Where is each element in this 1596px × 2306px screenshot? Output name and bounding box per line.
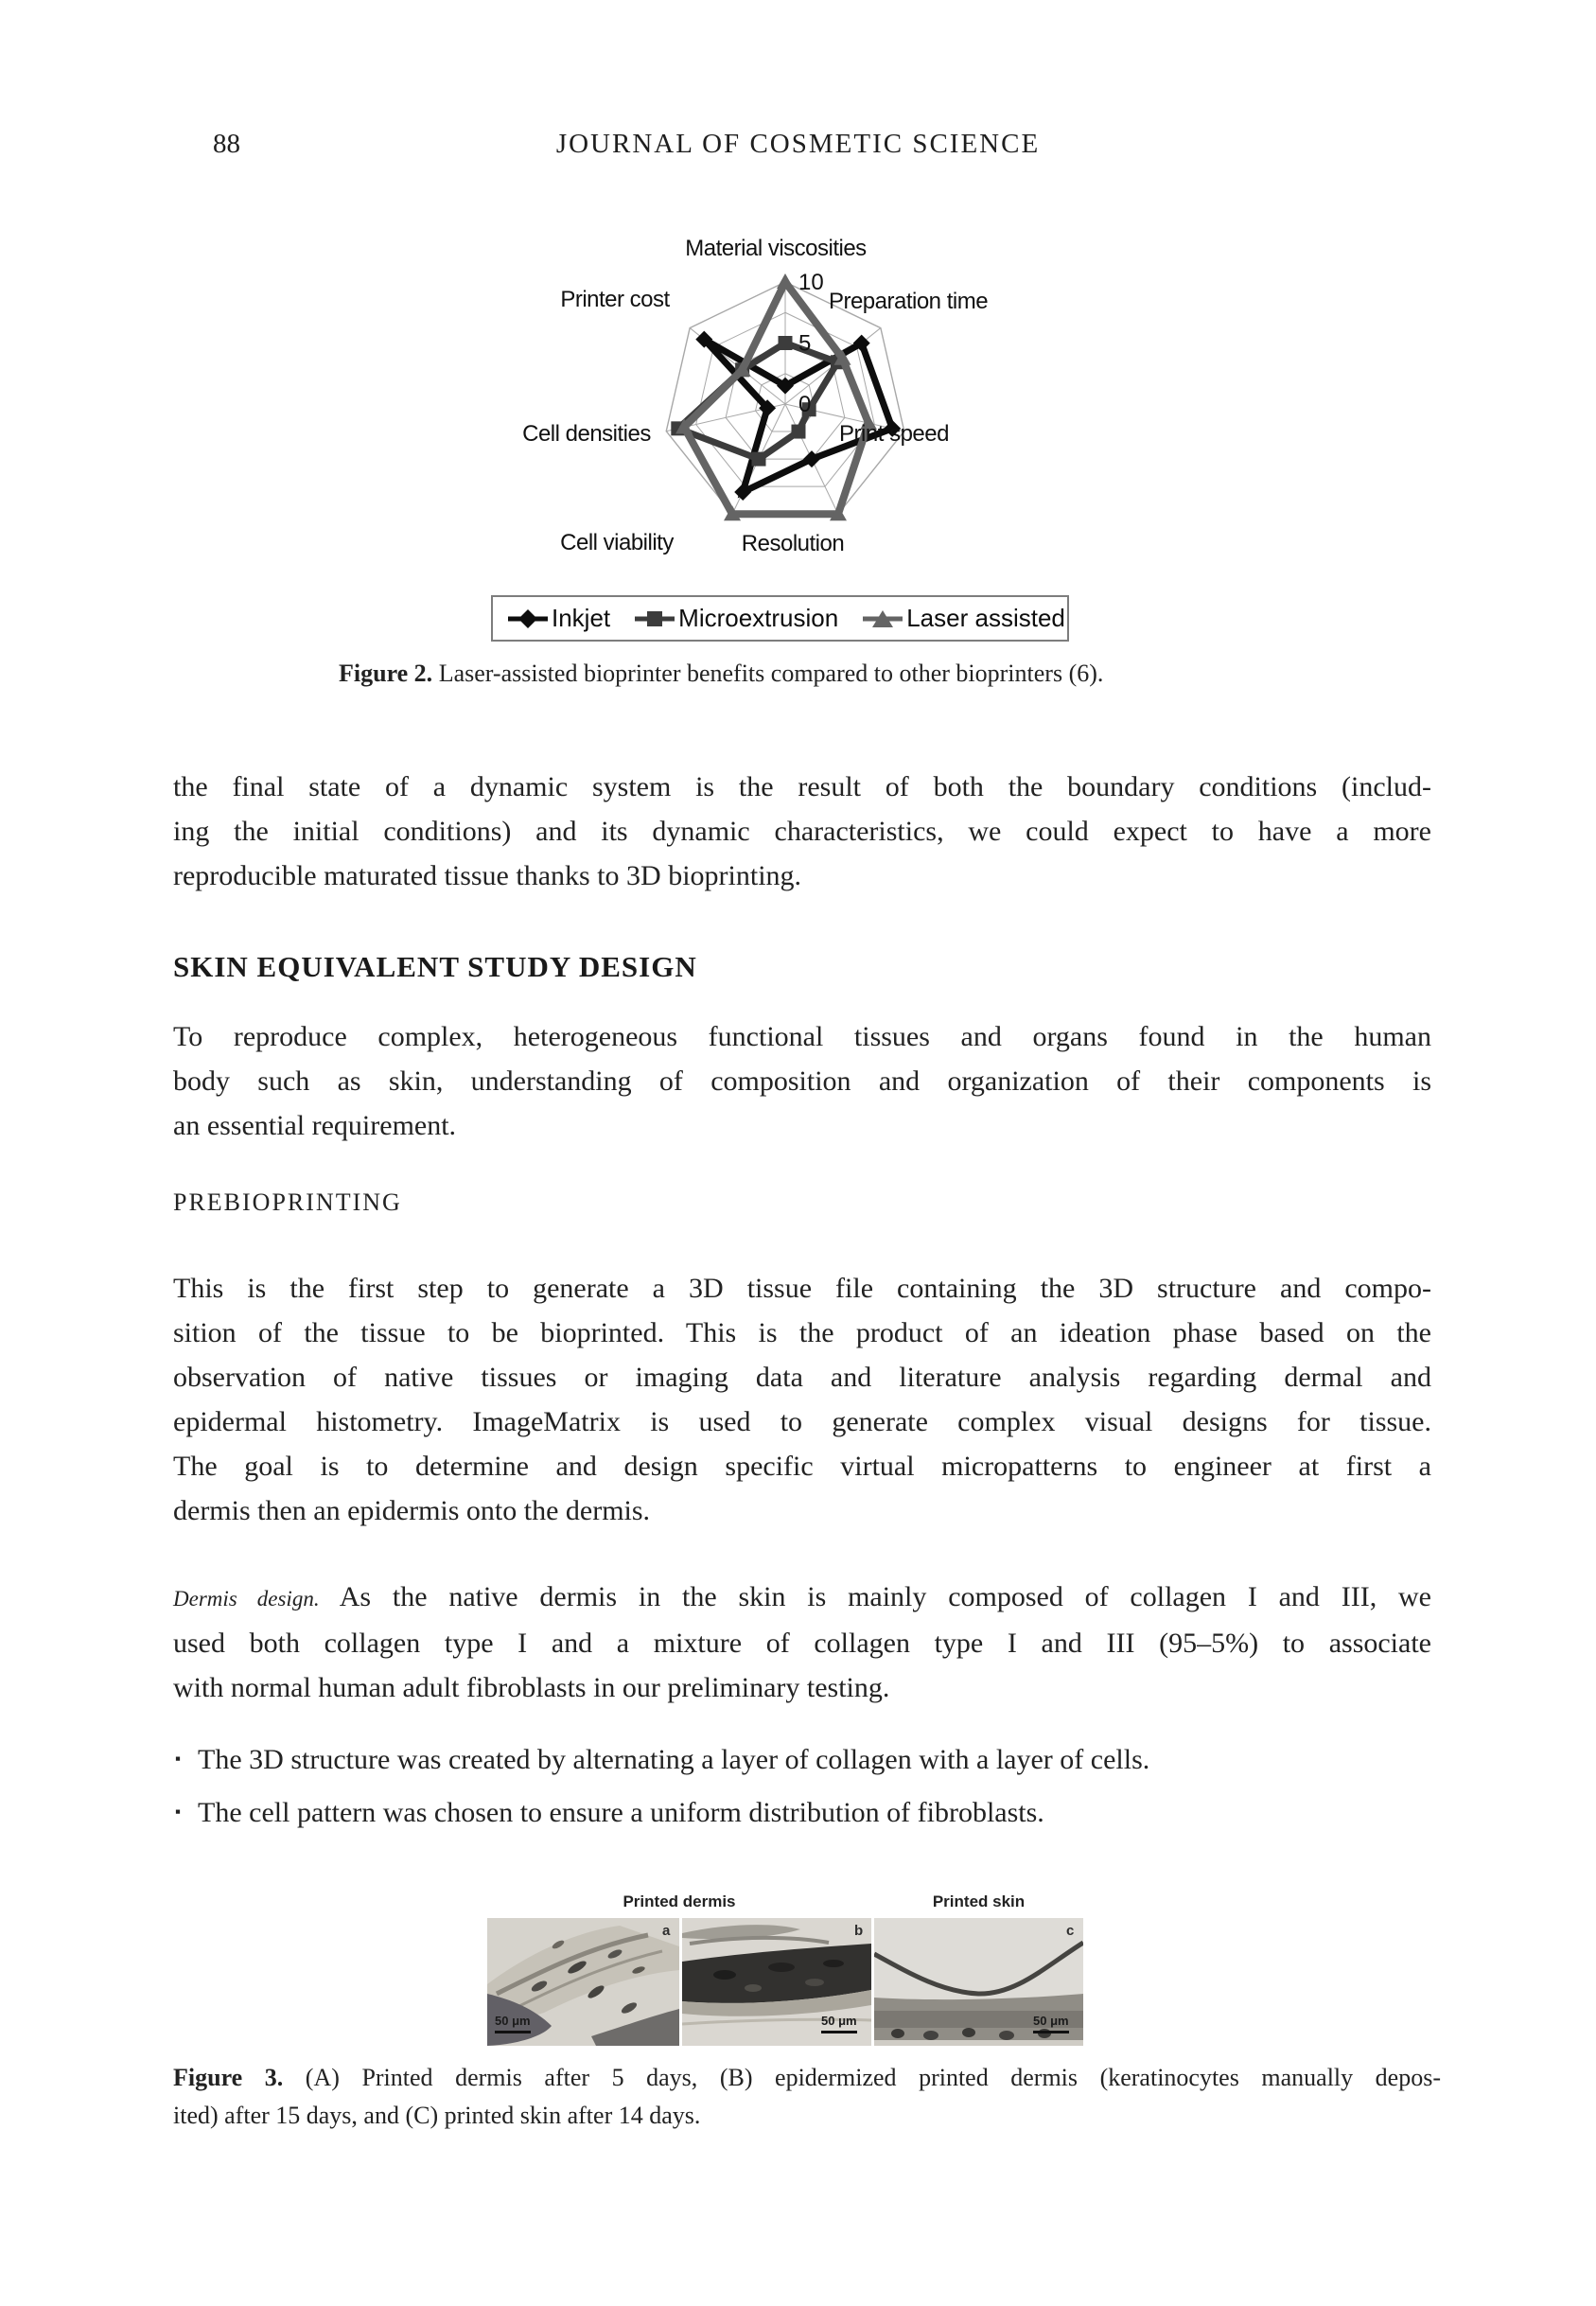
tick-label: 5 — [798, 330, 812, 357]
legend-item-square — [633, 604, 838, 633]
panel-b-scale-label — [821, 2014, 857, 2033]
text-line: dermis then an epidermis onto the dermis. — [173, 1495, 651, 1526]
legend-label: Laser assisted — [906, 604, 1065, 632]
text-line: The goal is to determine and design specific virtual micropatterns to engineer at first a — [173, 1451, 1431, 1482]
text-line: reproducible maturated tissue thanks to 3D bioprinting. — [173, 860, 802, 891]
journal-header-title: JOURNAL OF COSMETIC SCIENCE — [555, 129, 1041, 159]
legend-item-diamond — [506, 604, 610, 633]
figure3-caption-line-1 — [173, 2059, 1441, 2097]
section-heading: SKIN EQUIVALENT STUDY DESIGN — [173, 950, 697, 983]
legend-label: Inkjet — [552, 604, 611, 632]
text-line: observation of native tissues or imaging data and literature analysis regarding dermal and — [173, 1362, 1431, 1393]
bullet-text: The 3D structure was created by alternating a layer of collagen with a layer of cells. — [198, 1744, 1150, 1775]
bullet-item — [175, 1788, 1433, 1841]
panel-c-scale-label — [1033, 2014, 1069, 2033]
bullet-item — [175, 1735, 1433, 1788]
text-line: This is the first step to generate a 3D tissue file containing the 3D structure and compo- — [173, 1273, 1431, 1304]
diamond-legend-icon — [506, 607, 550, 631]
chart-legend — [491, 595, 1069, 642]
category-label: Material viscosities — [685, 236, 867, 261]
body-paragraph-1 — [173, 765, 1431, 898]
figure3-caption-line-2: ited) after 15 days, and (C) printed skin after 14 days. — [173, 2102, 701, 2129]
text-line: an essential requirement. — [173, 1110, 457, 1141]
panel-a-letter: a — [662, 1923, 671, 1939]
page-number: 88 — [213, 129, 240, 159]
panel-c-scale-text: 50 μm — [1033, 2014, 1069, 2028]
panel-a-scale-label — [495, 2014, 531, 2033]
figure2-caption — [339, 660, 1103, 688]
dermis-design-runin-label: Dermis design. — [173, 1587, 320, 1611]
square-marker — [779, 336, 793, 350]
category-label: Print speed — [839, 421, 949, 447]
figure3-caption-label: Figure 3. — [173, 2064, 284, 2091]
triangle-marker — [777, 273, 794, 289]
tick-label: 0 — [798, 392, 812, 417]
text-line: To reproduce complex, heterogeneous functional tissues and organs found in the human — [173, 1021, 1431, 1052]
square-marker — [752, 452, 766, 466]
body-paragraph-2 — [173, 1014, 1431, 1148]
legend-label: Microextrusion — [678, 604, 839, 632]
figure3-label-printed-dermis: Printed dermis — [623, 1892, 736, 1910]
bullet-icon: ▪ — [175, 1750, 182, 1768]
panel-c-letter: c — [1066, 1923, 1075, 1939]
dermis-design-first-line — [173, 1575, 1431, 1621]
triangle-legend-icon — [861, 607, 904, 631]
dermis-design-first-line-text: As the native dermis in the skin is mainly composed of collagen I and III, we — [339, 1581, 1431, 1612]
panel-c-scale-bar — [1033, 2031, 1069, 2033]
panel-a-scale-bar — [495, 2031, 531, 2033]
text-line: epidermal histometry. ImageMatrix is used to generate complex visual designs for tissue. — [173, 1406, 1431, 1437]
radar-chart-svg — [478, 223, 1093, 592]
text-line: body such as skin, understanding of composition and organization of their components is — [173, 1065, 1431, 1097]
tick-label: 10 — [798, 270, 824, 295]
dermis-design-rest — [173, 1621, 1431, 1710]
panel-b-scale-bar — [821, 2031, 857, 2033]
figure2-caption-text: Laser-assisted bioprinter benefits compared to other bioprinters (6). — [438, 660, 1104, 687]
figure2-radar-chart — [478, 223, 1093, 592]
legend-item-triangle — [861, 604, 1065, 633]
body-paragraph-3 — [173, 1266, 1431, 1533]
panel-b-scale-text: 50 μm — [821, 2014, 857, 2028]
body-paragraph-dermis-design — [173, 1575, 1431, 1710]
subsection-heading: PREBIOPRINTING — [173, 1188, 402, 1216]
square-marker — [791, 425, 805, 439]
text-line: ing the initial conditions) and its dynamic characteristics, we could expect to have a more — [173, 816, 1431, 847]
text-line: the final state of a dynamic system is the result of both the boundary conditions (includ- — [173, 771, 1431, 802]
figure3-caption — [173, 2059, 1441, 2135]
text-line: with normal human adult fibroblasts in our preliminary testing. — [173, 1672, 890, 1703]
bullet-icon: ▪ — [175, 1803, 182, 1821]
square-legend-icon — [633, 607, 676, 631]
text-line: used both collagen type I and a mixture of collagen type I and III (95–5%) to associate — [173, 1628, 1431, 1659]
category-label: Cell densities — [522, 421, 651, 447]
panel-b-letter: b — [854, 1923, 864, 1939]
category-label: Cell viability — [560, 530, 674, 555]
bullet-text: The cell pattern was chosen to ensure a uniform distribution of fibroblasts. — [198, 1797, 1044, 1828]
bullet-list — [175, 1735, 1433, 1841]
figure3-label-printed-skin: Printed skin — [932, 1892, 1026, 1910]
category-label: Resolution — [741, 531, 845, 556]
figure2-caption-label: Figure 2. — [339, 660, 433, 687]
category-label: Printer cost — [560, 287, 670, 312]
figure3-caption-text-1: (A) Printed dermis after 5 days, (B) epidermized printed dermis (keratinocytes manually depos- — [305, 2064, 1442, 2091]
category-label: Preparation time — [828, 289, 989, 314]
text-line: sition of the tissue to be bioprinted. This is the product of an ideation phase based on the — [173, 1317, 1431, 1348]
panel-a-scale-text: 50 μm — [495, 2014, 531, 2028]
